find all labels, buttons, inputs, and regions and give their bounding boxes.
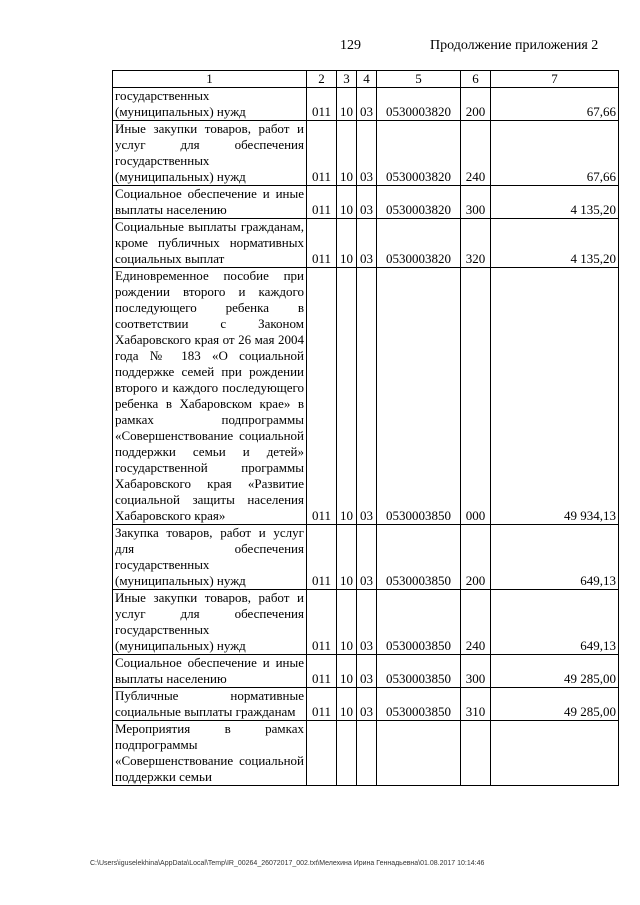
section-code: 10	[337, 88, 357, 121]
subsection-code: 03	[357, 88, 377, 121]
target-article-code: 0530003820	[377, 88, 461, 121]
target-article-code: 0530003820	[377, 186, 461, 219]
page-number: 129	[340, 38, 361, 53]
section-code: 10	[337, 688, 357, 721]
expense-type-code: 000	[461, 268, 491, 525]
column-header: 1	[113, 71, 307, 88]
subsection-code: 03	[357, 268, 377, 525]
amount: 649,13	[491, 525, 619, 590]
subsection-code: 03	[357, 655, 377, 688]
amount: 49 285,00	[491, 688, 619, 721]
column-header: 3	[337, 71, 357, 88]
expense-type-code: 200	[461, 88, 491, 121]
item-name: Иные закупки товаров, работ и услуг для обеспечения государственных (муниципальных) нужд	[113, 121, 307, 186]
expense-type-code: 320	[461, 219, 491, 268]
table-row	[113, 121, 619, 186]
section-code: 10	[337, 121, 357, 186]
table-row	[113, 721, 619, 786]
item-name: Мероприятия в рамках подпрограммы «Совершенствование социальной поддержки семьи	[113, 721, 307, 786]
item-name: Социальное обеспечение и иные выплаты населению	[113, 655, 307, 688]
column-header: 6	[461, 71, 491, 88]
ministry-code: 011	[307, 88, 337, 121]
expense-type-code: 300	[461, 655, 491, 688]
table-row	[113, 590, 619, 655]
column-header: 4	[357, 71, 377, 88]
ministry-code	[307, 721, 337, 786]
table-row	[113, 219, 619, 268]
expense-type-code: 200	[461, 525, 491, 590]
subsection-code: 03	[357, 688, 377, 721]
table-row	[113, 88, 619, 121]
table-row	[113, 688, 619, 721]
section-code	[337, 721, 357, 786]
column-header: 2	[307, 71, 337, 88]
subsection-code: 03	[357, 590, 377, 655]
ministry-code: 011	[307, 525, 337, 590]
ministry-code: 011	[307, 590, 337, 655]
subsection-code: 03	[357, 186, 377, 219]
amount: 67,66	[491, 88, 619, 121]
expense-type-code: 240	[461, 121, 491, 186]
target-article-code: 0530003850	[377, 525, 461, 590]
section-code: 10	[337, 268, 357, 525]
ministry-code: 011	[307, 121, 337, 186]
ministry-code: 011	[307, 268, 337, 525]
amount: 67,66	[491, 121, 619, 186]
amount: 4 135,20	[491, 186, 619, 219]
appendix-caption: Продолжение приложения 2	[430, 38, 599, 53]
expense-type-code: 300	[461, 186, 491, 219]
section-code: 10	[337, 590, 357, 655]
amount: 49 934,13	[491, 268, 619, 525]
column-header: 5	[377, 71, 461, 88]
subsection-code: 03	[357, 525, 377, 590]
budget-table	[112, 70, 619, 786]
target-article-code	[377, 721, 461, 786]
target-article-code: 0530003850	[377, 655, 461, 688]
amount: 4 135,20	[491, 219, 619, 268]
item-name: Социальные выплаты гражданам, кроме публичных нормативных социальных выплат	[113, 219, 307, 268]
target-article-code: 0530003820	[377, 121, 461, 186]
item-name: Публичные нормативные социальные выплаты гражданам	[113, 688, 307, 721]
amount	[491, 721, 619, 786]
target-article-code: 0530003850	[377, 590, 461, 655]
item-name: Единовременное пособие при рождении второго и каждого последующего ребенка в соответствии с Законом Хабаровского края от 26 мая 2004 года № 183 «О социальной поддержке семей при рождении второго и каждого последующего ребенка в Хабаровском крае» в рамках подпрограммы «Совершенствование социальной поддержки семьи и детей» государственной программы Хабаровского края «Развитие социальной защиты населения Хабаровского края»	[113, 268, 307, 525]
section-code: 10	[337, 186, 357, 219]
table-row	[113, 655, 619, 688]
section-code: 10	[337, 525, 357, 590]
subsection-code: 03	[357, 121, 377, 186]
column-header: 7	[491, 71, 619, 88]
item-name: государственных (муниципальных) нужд	[113, 88, 307, 121]
ministry-code: 011	[307, 688, 337, 721]
amount: 649,13	[491, 590, 619, 655]
file-path-footer: C:\Users\iguselekhina\AppData\Local\Temp\IR_00264_26072017_002.txt\Мелехина Ирина Геннадьевна\01.08.2017 10:14:46	[90, 860, 485, 867]
table-row	[113, 186, 619, 219]
table-row	[113, 525, 619, 590]
ministry-code: 011	[307, 219, 337, 268]
item-name: Закупка товаров, работ и услуг для обеспечения государственных (муниципальных) нужд	[113, 525, 307, 590]
target-article-code: 0530003850	[377, 688, 461, 721]
subsection-code	[357, 721, 377, 786]
section-code: 10	[337, 219, 357, 268]
item-name: Социальное обеспечение и иные выплаты населению	[113, 186, 307, 219]
table-row	[113, 268, 619, 525]
ministry-code: 011	[307, 186, 337, 219]
item-name: Иные закупки товаров, работ и услуг для обеспечения государственных (муниципальных) нужд	[113, 590, 307, 655]
expense-type-code	[461, 721, 491, 786]
ministry-code: 011	[307, 655, 337, 688]
table-header-row	[113, 71, 619, 88]
amount: 49 285,00	[491, 655, 619, 688]
expense-type-code: 310	[461, 688, 491, 721]
expense-type-code: 240	[461, 590, 491, 655]
target-article-code: 0530003820	[377, 219, 461, 268]
target-article-code: 0530003850	[377, 268, 461, 525]
section-code: 10	[337, 655, 357, 688]
subsection-code: 03	[357, 219, 377, 268]
